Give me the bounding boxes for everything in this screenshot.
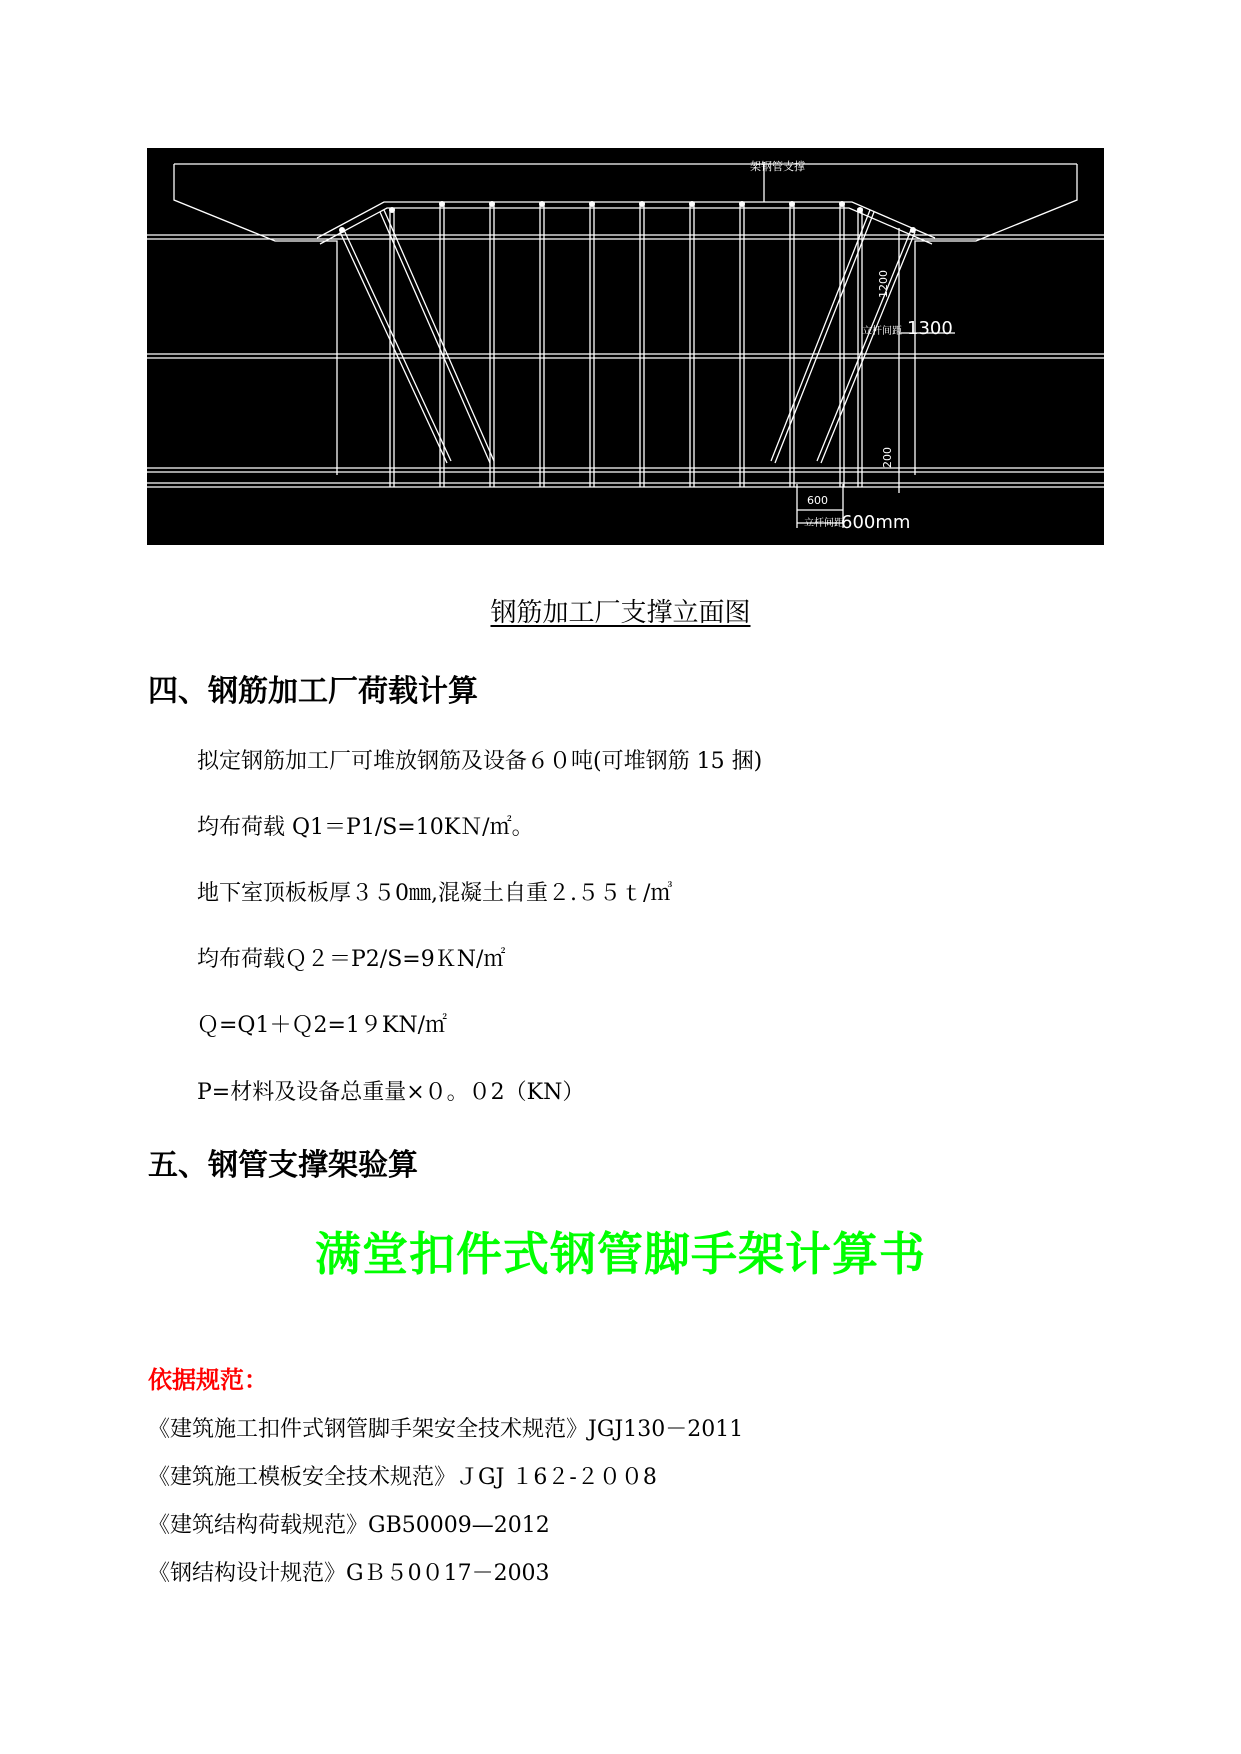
- reference-item: 《建筑施工模板安全技术规范》ＪGJ １6２-２００8: [148, 1465, 657, 1490]
- load-line-2: 均布荷载 Q1＝P1/S=10KＮ/㎡。: [197, 815, 534, 840]
- fig-label-spacing-2: 立杆间距: [804, 518, 844, 529]
- fig-annotation-top: 架钢管支撑: [750, 160, 805, 173]
- basis-heading: 依据规范：: [148, 1366, 268, 1394]
- fig-dim-200: 200: [881, 447, 894, 468]
- support-elevation-drawing: [147, 148, 1104, 545]
- load-line-5: Ｑ=Q1＋Ｑ2=1９KN/㎡: [197, 1013, 447, 1038]
- fig-dim-600: 600: [807, 494, 828, 507]
- fig-dim-600mm: 600mm: [841, 512, 911, 533]
- reference-item: 《建筑施工扣件式钢管脚手架安全技术规范》JGJ130－2011: [148, 1417, 744, 1442]
- load-line-3: 地下室顶板板厚３５0㎜,混凝土自重２.５５ｔ/㎥: [197, 881, 673, 906]
- section-5-heading: 五、钢管支撑架验算: [148, 1148, 418, 1183]
- fig-label-spacing-1: 立杆间距: [862, 326, 902, 337]
- reference-item: 《钢结构设计规范》GＢ５0０17－2003: [148, 1561, 550, 1586]
- fig-dim-1300: 1300: [907, 318, 953, 339]
- load-line-4: 均布荷载Ｑ２＝P2/S=9ＫN/㎡: [197, 947, 506, 972]
- figure-caption: 钢筋加工厂支撑立面图: [490, 598, 751, 628]
- fig-dim-1200: 1200: [877, 270, 890, 298]
- load-line-6: P=材料及设备总重量×０。０2（KN）: [197, 1080, 585, 1105]
- section-4-heading: 四、钢筋加工厂荷载计算: [148, 674, 478, 709]
- reference-item: 《建筑结构荷载规范》GB50009—2012: [148, 1513, 550, 1538]
- calculation-book-title: 满堂扣件式钢管脚手架计算书: [315, 1227, 926, 1281]
- load-line-1: 拟定钢筋加工厂可堆放钢筋及设备６０吨(可堆钢筋 15 捆): [197, 749, 763, 774]
